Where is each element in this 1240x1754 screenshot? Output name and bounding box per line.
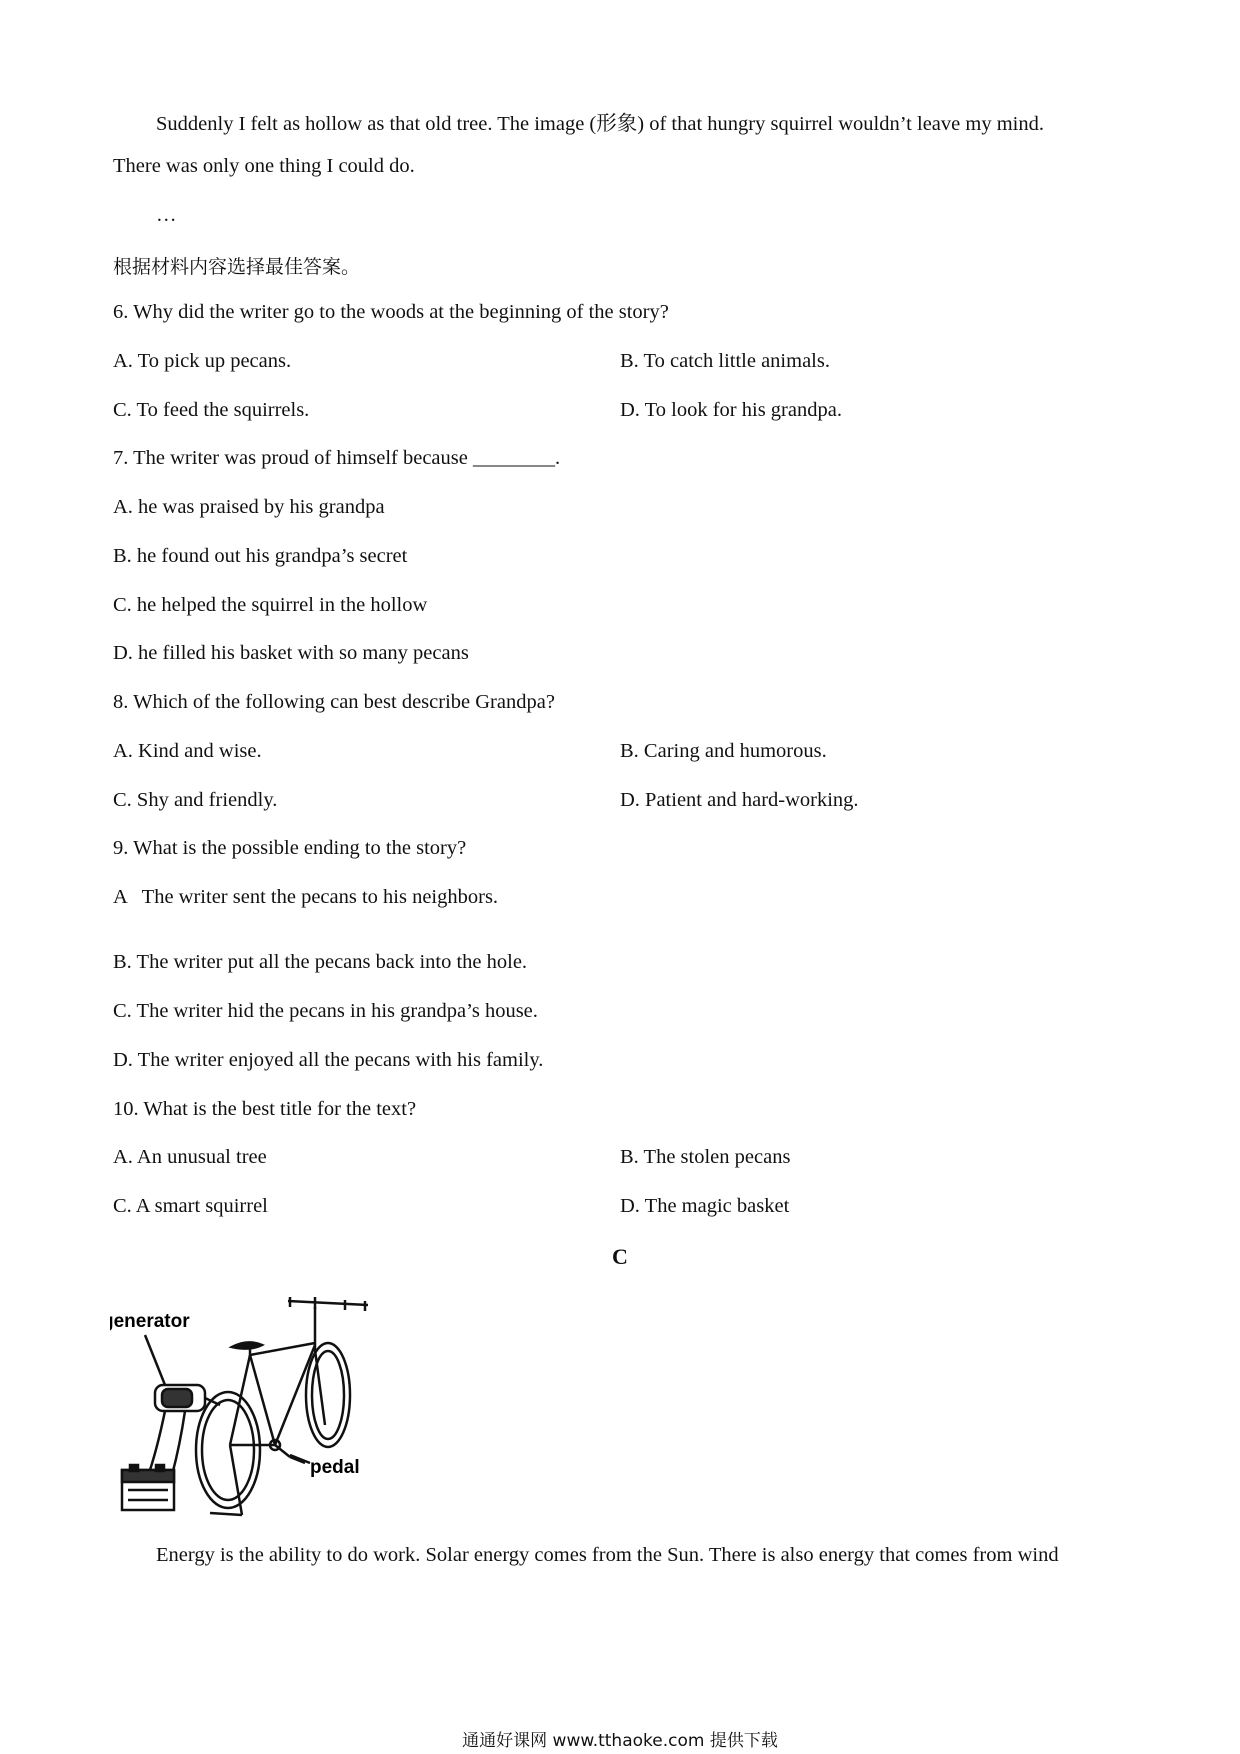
question-stem: 8. Which of the following can best describe Grandpa?: [113, 691, 555, 713]
option: A. An unusual tree: [113, 1146, 267, 1168]
option: B. he found out his grandpa’s secret: [113, 545, 408, 567]
option: B. To catch little animals.: [620, 350, 830, 372]
bicycle-generator-figure: [110, 1295, 410, 1525]
option: A. Kind and wise.: [113, 740, 262, 762]
option: D. The magic basket: [620, 1195, 790, 1217]
page-footer: 通通好课网 www.tthaoke.com 提供下载: [462, 1731, 778, 1751]
option: A The writer sent the pecans to his neighbors.: [113, 886, 499, 908]
passage-line: Suddenly I felt as hollow as that old tree. The image (形象) of that hungry squirrel wouldn’t leave my mind.: [156, 113, 1044, 135]
passage-c-line: Energy is the ability to do work. Solar energy comes from the Sun. There is also energy that comes from wind: [156, 1544, 1059, 1566]
generator-label: generator: [110, 1311, 190, 1332]
option: B. Caring and humorous.: [620, 740, 827, 762]
option: A. To pick up pecans.: [113, 350, 292, 372]
instruction: 根据材料内容选择最佳答案。: [113, 256, 361, 278]
option: B. The writer put all the pecans back into the hole.: [113, 951, 528, 973]
option: C. A smart squirrel: [113, 1195, 268, 1217]
option: D. Patient and hard-working.: [620, 789, 859, 811]
pedal-label: pedal: [310, 1457, 360, 1478]
question-stem: 7. The writer was proud of himself because ________.: [113, 447, 561, 469]
bicycle-illustration: [110, 1295, 410, 1525]
option: B. The stolen pecans: [620, 1146, 791, 1168]
option: C. The writer hid the pecans in his grandpa’s house.: [113, 1000, 538, 1022]
option: C. To feed the squirrels.: [113, 399, 310, 421]
option: C. he helped the squirrel in the hollow: [113, 594, 428, 616]
section-heading: C: [612, 1244, 628, 1269]
question-stem: 6. Why did the writer go to the woods at the beginning of the story?: [113, 301, 669, 323]
option: D. The writer enjoyed all the pecans with his family.: [113, 1049, 544, 1071]
ellipsis: …: [156, 204, 177, 226]
question-stem: 9. What is the possible ending to the story?: [113, 837, 467, 859]
option: D. To look for his grandpa.: [620, 399, 842, 421]
passage-line: There was only one thing I could do.: [113, 155, 415, 177]
option: C. Shy and friendly.: [113, 789, 278, 811]
option: D. he filled his basket with so many pecans: [113, 642, 469, 664]
option: A. he was praised by his grandpa: [113, 496, 385, 518]
question-stem: 10. What is the best title for the text?: [113, 1098, 417, 1120]
